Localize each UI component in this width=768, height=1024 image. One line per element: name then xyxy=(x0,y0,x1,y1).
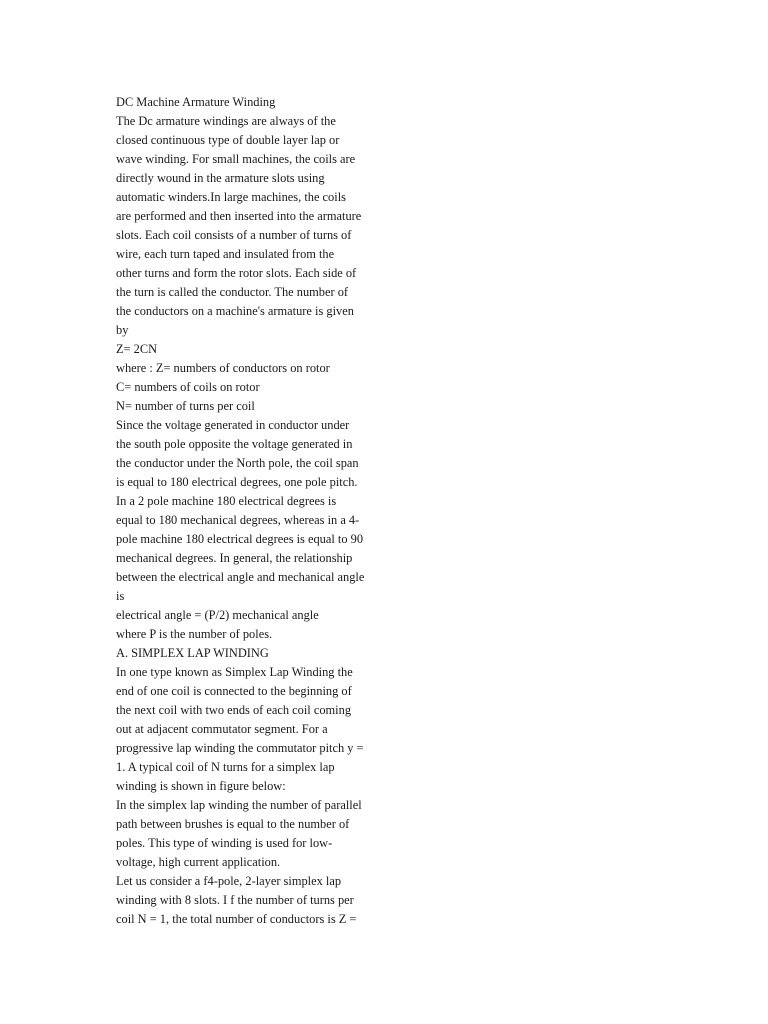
document-title: DC Machine Armature Winding xyxy=(116,95,276,109)
text-line: is equal to 180 electrical degrees, one pole pitch. xyxy=(116,475,358,489)
text-line: wire, each turn taped and insulated from the xyxy=(116,247,335,261)
formula-line: Z= 2CN xyxy=(116,342,158,356)
text-line: the conductors on a machine's armature is given xyxy=(116,304,354,318)
text-line: between the electrical angle and mechanical angle xyxy=(116,570,365,584)
text-line: Since the voltage generated in conductor under xyxy=(116,418,350,432)
text-line: end of one coil is connected to the beginning of xyxy=(116,684,352,698)
text-line: winding with 8 slots. I f the number of turns per xyxy=(116,893,354,907)
text-line: the conductor under the North pole, the coil span xyxy=(116,456,359,470)
text-line: poles. This type of winding is used for low- xyxy=(116,836,333,850)
text-line: where : Z= numbers of conductors on rotor xyxy=(116,361,330,375)
text-line: pole machine 180 electrical degrees is equal to 90 xyxy=(116,532,364,546)
text-line: voltage, high current application. xyxy=(116,855,281,869)
text-line: mechanical degrees. In general, the relationship xyxy=(116,551,353,565)
text-line: In a 2 pole machine 180 electrical degrees is xyxy=(116,494,337,508)
text-line: C= numbers of coils on rotor xyxy=(116,380,260,394)
text-line: equal to 180 mechanical degrees, whereas in a 4- xyxy=(116,513,360,527)
document-body xyxy=(116,93,391,929)
text-line: Let us consider a f4-pole, 2-layer simplex lap xyxy=(116,874,342,888)
text-line: In one type known as Simplex Lap Winding the xyxy=(116,665,353,679)
text-line: by xyxy=(116,323,129,337)
text-line: path between brushes is equal to the number of xyxy=(116,817,350,831)
text-line: out at adjacent commutator segment. For a xyxy=(116,722,328,736)
formula-line: electrical angle = (P/2) mechanical angle xyxy=(116,608,319,622)
text-line: closed continuous type of double layer lap or xyxy=(116,133,340,147)
text-line: where P is the number of poles. xyxy=(116,627,273,641)
text-line: the south pole opposite the voltage generated in xyxy=(116,437,353,451)
text-line: is xyxy=(116,589,125,603)
text-line: 1. A typical coil of N turns for a simplex lap xyxy=(116,760,335,774)
text-line: the turn is called the conductor. The number of xyxy=(116,285,349,299)
text-line: In the simplex lap winding the number of parallel xyxy=(116,798,362,812)
text-line: wave winding. For small machines, the coils are xyxy=(116,152,356,166)
text-line: automatic winders.In large machines, the coils xyxy=(116,190,346,204)
text-line: other turns and form the rotor slots. Each side of xyxy=(116,266,357,280)
text-line: are performed and then inserted into the armature xyxy=(116,209,362,223)
section-heading: A. SIMPLEX LAP WINDING xyxy=(116,646,269,660)
text-line: N= number of turns per coil xyxy=(116,399,255,413)
text-line: slots. Each coil consists of a number of turns of xyxy=(116,228,352,242)
text-line: The Dc armature windings are always of the xyxy=(116,114,336,128)
text-line: winding is shown in figure below: xyxy=(116,779,286,793)
text-line: coil N = 1, the total number of conductors is Z = xyxy=(116,912,357,926)
text-line: directly wound in the armature slots using xyxy=(116,171,325,185)
text-line: the next coil with two ends of each coil coming xyxy=(116,703,352,717)
text-line: progressive lap winding the commutator pitch y = xyxy=(116,741,364,755)
